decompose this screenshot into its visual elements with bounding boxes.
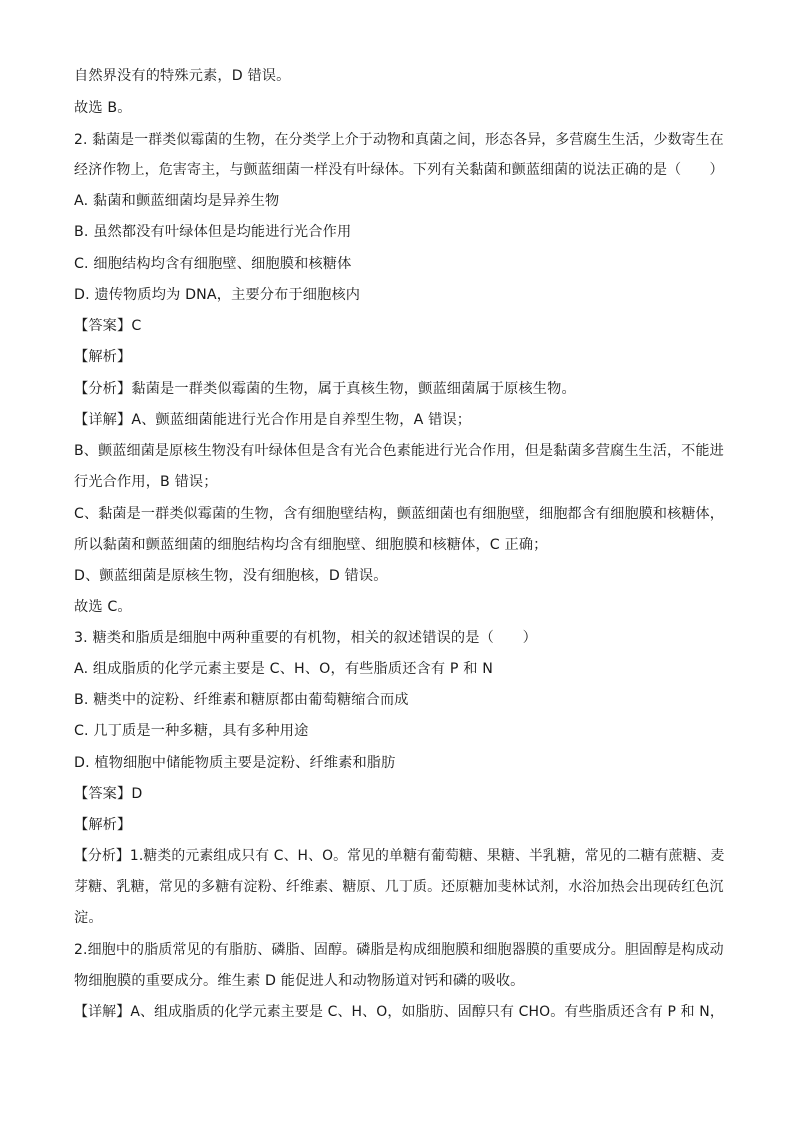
conclusion-text: 故选 C。 [74,599,132,615]
option-d: D. 遗传物质均为 DNA，主要分布于细胞核内 [74,287,361,303]
option-a: A. 组成脂质的化学元素主要是 C、H、O，有些脂质还含有 P 和 N [74,661,493,677]
option-a: A. 黏菌和颤蓝细菌均是异养生物 [74,193,280,209]
detail-text: 所以黏菌和颤蓝细菌的细胞结构均含有细胞壁、细胞膜和核糖体，C 正确； [74,537,548,553]
option-d: D. 植物细胞中储能物质主要是淀粉、纤维素和脂肪 [74,755,396,771]
detail-text: D、颤蓝细菌是原核生物，没有细胞核，D 错误。 [74,568,388,584]
analysis-text: 【分析】黏菌是一群类似霉菌的生物，属于真核生物，颤蓝细菌属于原核生物。 [74,381,576,397]
analysis-heading: 【解析】 [74,817,132,833]
analysis-text: 2.细胞中的脂质常见的有脂肪、磷脂、固醇。磷脂是构成细胞膜和细胞器膜的重要成分。胆固醇是构成动 [74,942,724,958]
detail-text: 【详解】A、组成脂质的化学元素主要是 C、H、O，如脂肪、固醇只有 CHO。有些脂质还含有 P 和 N， [74,1004,724,1020]
answer-label: 【答案】D [74,786,143,802]
analysis-text: 淀。 [74,910,103,926]
detail-text: 行光合作用，B 错误； [74,474,218,490]
analysis-heading: 【解析】 [74,349,132,365]
option-c: C. 细胞结构均含有细胞壁、细胞膜和核糖体 [74,256,352,272]
analysis-text: 【分析】1.糖类的元素组成只有 C、H、O。常见的单糖有葡萄糖、果糖、半乳糖，常见的二糖有蔗糖、麦 [74,848,725,864]
option-b: B. 虽然都没有叶绿体但是均能进行光合作用 [74,224,352,240]
question-3-stem: 3. 糖类和脂质是细胞中两种重要的有机物，相关的叙述错误的是（ ） [74,630,537,646]
detail-text: C、黏菌是一群类似霉菌的生物，含有细胞壁结构，颤蓝细菌也有细胞壁，细胞都含有细胞膜和核糖体， [74,506,725,522]
text-line: 故选 B。 [74,100,132,116]
detail-text: 【详解】A、颤蓝细菌能进行光合作用是自养型生物，A 错误； [74,412,472,428]
question-2-stem: 2. 黏菌是一群类似霉菌的生物，在分类学上介于动物和真菌之间，形态各异，多营腐生生活，少数寄生在 [74,132,724,148]
question-2-stem: 经济作物上，危害寄主，与颤蓝细菌一样没有叶绿体。下列有关黏菌和颤蓝细菌的说法正确的是（ ） [74,162,724,178]
detail-text: B、颤蓝细菌是原核生物没有叶绿体但是含有光合色素能进行光合作用，但是黏菌多营腐生生活，不能进 [74,443,724,459]
analysis-text: 芽糖、乳糖，常见的多糖有淀粉、纤维素、糖原、几丁质。还原糖加斐林试剂，水浴加热会出现砖红色沉 [74,879,724,895]
option-b: B. 糖类中的淀粉、纤维素和糖原都由葡萄糖缩合而成 [74,692,409,708]
text-line: 自然界没有的特殊元素，D 错误。 [74,68,291,84]
answer-label: 【答案】C [74,318,142,334]
analysis-text: 物细胞膜的重要成分。维生素 D 能促进人和动物肠道对钙和磷的吸收。 [74,973,525,989]
option-c: C. 几丁质是一种多糖，具有多种用途 [74,723,309,739]
